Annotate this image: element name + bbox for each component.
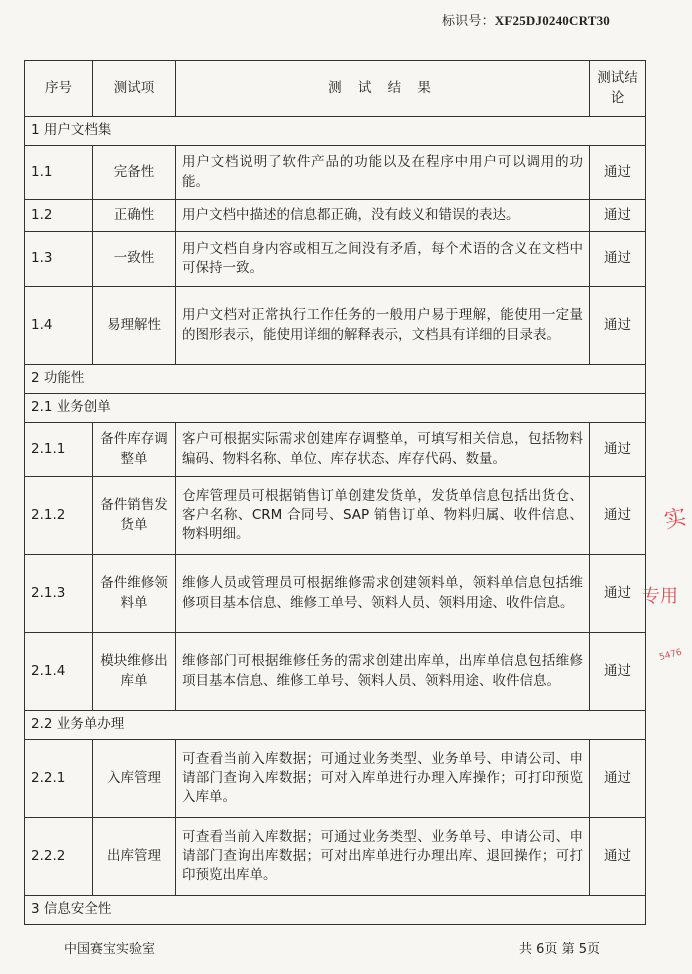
official-seal-stamp (640, 468, 692, 708)
row-conclusion: 通过 (590, 477, 646, 555)
row-result: 用户文档对正常执行工作任务的一般用户易于理解，能使用一定量的图形表示，能使用详细的解释表示，文档具有详细的目录表。 (176, 287, 590, 365)
row-conclusion: 通过 (590, 740, 646, 818)
row-result: 可查看当前入库数据；可通过业务类型、业务单号、申请公司、申请部门查询入库数据；可对入库单进行办理入库操作；可打印预览入库单。 (176, 740, 590, 818)
row-item: 出库管理 (93, 818, 176, 896)
column-header-number: 序号 (25, 61, 93, 117)
section-row (25, 365, 646, 394)
row-result: 可查看当前入库数据；可通过业务类型、业务单号、申请公司、申请部门查询出库数据；可对出库单进行办理出库、退回操作；可打印预览出库单。 (176, 818, 590, 896)
row-item: 正确性 (93, 200, 176, 232)
section-title-2-1: 2.1 业务创单 (25, 394, 646, 423)
table-row (25, 633, 646, 711)
row-conclusion: 通过 (590, 423, 646, 477)
row-result: 维修部门可根据维修任务的需求创建出库单，出库单信息包括维修项目基本信息、维修工单号、领料人员、领料用途、收件信息。 (176, 633, 590, 711)
row-item: 备件销售发货单 (93, 477, 176, 555)
row-number: 1.2 (25, 200, 93, 232)
document-id (442, 10, 610, 29)
row-item: 入库管理 (93, 740, 176, 818)
seal-char-b: 专用 (642, 586, 678, 607)
row-item: 备件库存调整单 (93, 423, 176, 477)
row-conclusion: 通过 (590, 232, 646, 287)
row-number: 2.1.4 (25, 633, 93, 711)
row-result: 客户可根据实际需求创建库存调整单，可填写相关信息，包括物料编码、物料名称、单位、库存状态、库存代码、数量。 (176, 423, 590, 477)
section-row (25, 711, 646, 740)
row-result: 用户文档说明了软件产品的功能以及在程序中用户可以调用的功能。 (176, 146, 590, 200)
row-item: 完备性 (93, 146, 176, 200)
row-item: 备件维修领料单 (93, 555, 176, 633)
row-item: 一致性 (93, 232, 176, 287)
table-row (25, 146, 646, 200)
row-conclusion: 通过 (590, 818, 646, 896)
table-row (25, 555, 646, 633)
document-id-value: XF25DJ0240CRT30 (494, 13, 610, 28)
document-id-label: 标识号： (441, 14, 495, 29)
seal-char-a: 实 (662, 504, 689, 534)
row-number: 2.1.3 (25, 555, 93, 633)
row-conclusion: 通过 (590, 555, 646, 633)
section-title-2-2: 2.2 业务单办理 (25, 711, 646, 740)
table-row (25, 477, 646, 555)
row-item: 易理解性 (93, 287, 176, 365)
column-header-conclusion: 测试结论 (590, 61, 646, 117)
row-item: 模块维修出库单 (93, 633, 176, 711)
column-header-result: 测 试 结 果 (176, 61, 590, 117)
row-number: 2.1.1 (25, 423, 93, 477)
test-results-table (24, 60, 646, 925)
row-conclusion: 通过 (590, 633, 646, 711)
row-number: 1.1 (25, 146, 93, 200)
row-conclusion: 通过 (590, 200, 646, 232)
row-number: 2.1.2 (25, 477, 93, 555)
row-result: 仓库管理员可根据销售订单创建发货单，发货单信息包括出货仓、客户名称、CRM 合同号、SAP 销售订单、物料归属、收件信息、物料明细。 (176, 477, 590, 555)
section-title-3: 3 信息安全性 (25, 896, 646, 925)
row-number: 1.3 (25, 232, 93, 287)
section-title-1: 1 用户文档集 (25, 117, 646, 146)
table-row (25, 740, 646, 818)
row-number: 1.4 (25, 287, 93, 365)
table-header-row (25, 61, 646, 117)
row-result: 用户文档中描述的信息都正确，没有歧义和错误的表达。 (176, 200, 590, 232)
row-conclusion: 通过 (590, 146, 646, 200)
table-row (25, 200, 646, 232)
section-row (25, 394, 646, 423)
table-row (25, 232, 646, 287)
table-row (25, 818, 646, 896)
row-number: 2.2.2 (25, 818, 93, 896)
section-row (25, 117, 646, 146)
seal-digits: 5476 (658, 647, 683, 663)
row-conclusion: 通过 (590, 287, 646, 365)
row-number: 2.2.1 (25, 740, 93, 818)
row-result: 用户文档自身内容或相互之间没有矛盾，每个术语的含义在文档中可保持一致。 (176, 232, 590, 287)
section-title-2: 2 功能性 (25, 365, 646, 394)
section-row (25, 896, 646, 925)
table-row (25, 287, 646, 365)
column-header-item: 测试项 (93, 61, 176, 117)
footer-page-number: 共 6页 第 5页 (519, 942, 600, 957)
row-result: 维修人员或管理员可根据维修需求创建领料单，领料单信息包括维修项目基本信息、维修工单号、领料人员、领料用途、收件信息。 (176, 555, 590, 633)
table-row (25, 423, 646, 477)
footer-lab-name: 中国赛宝实验室 (64, 942, 156, 957)
